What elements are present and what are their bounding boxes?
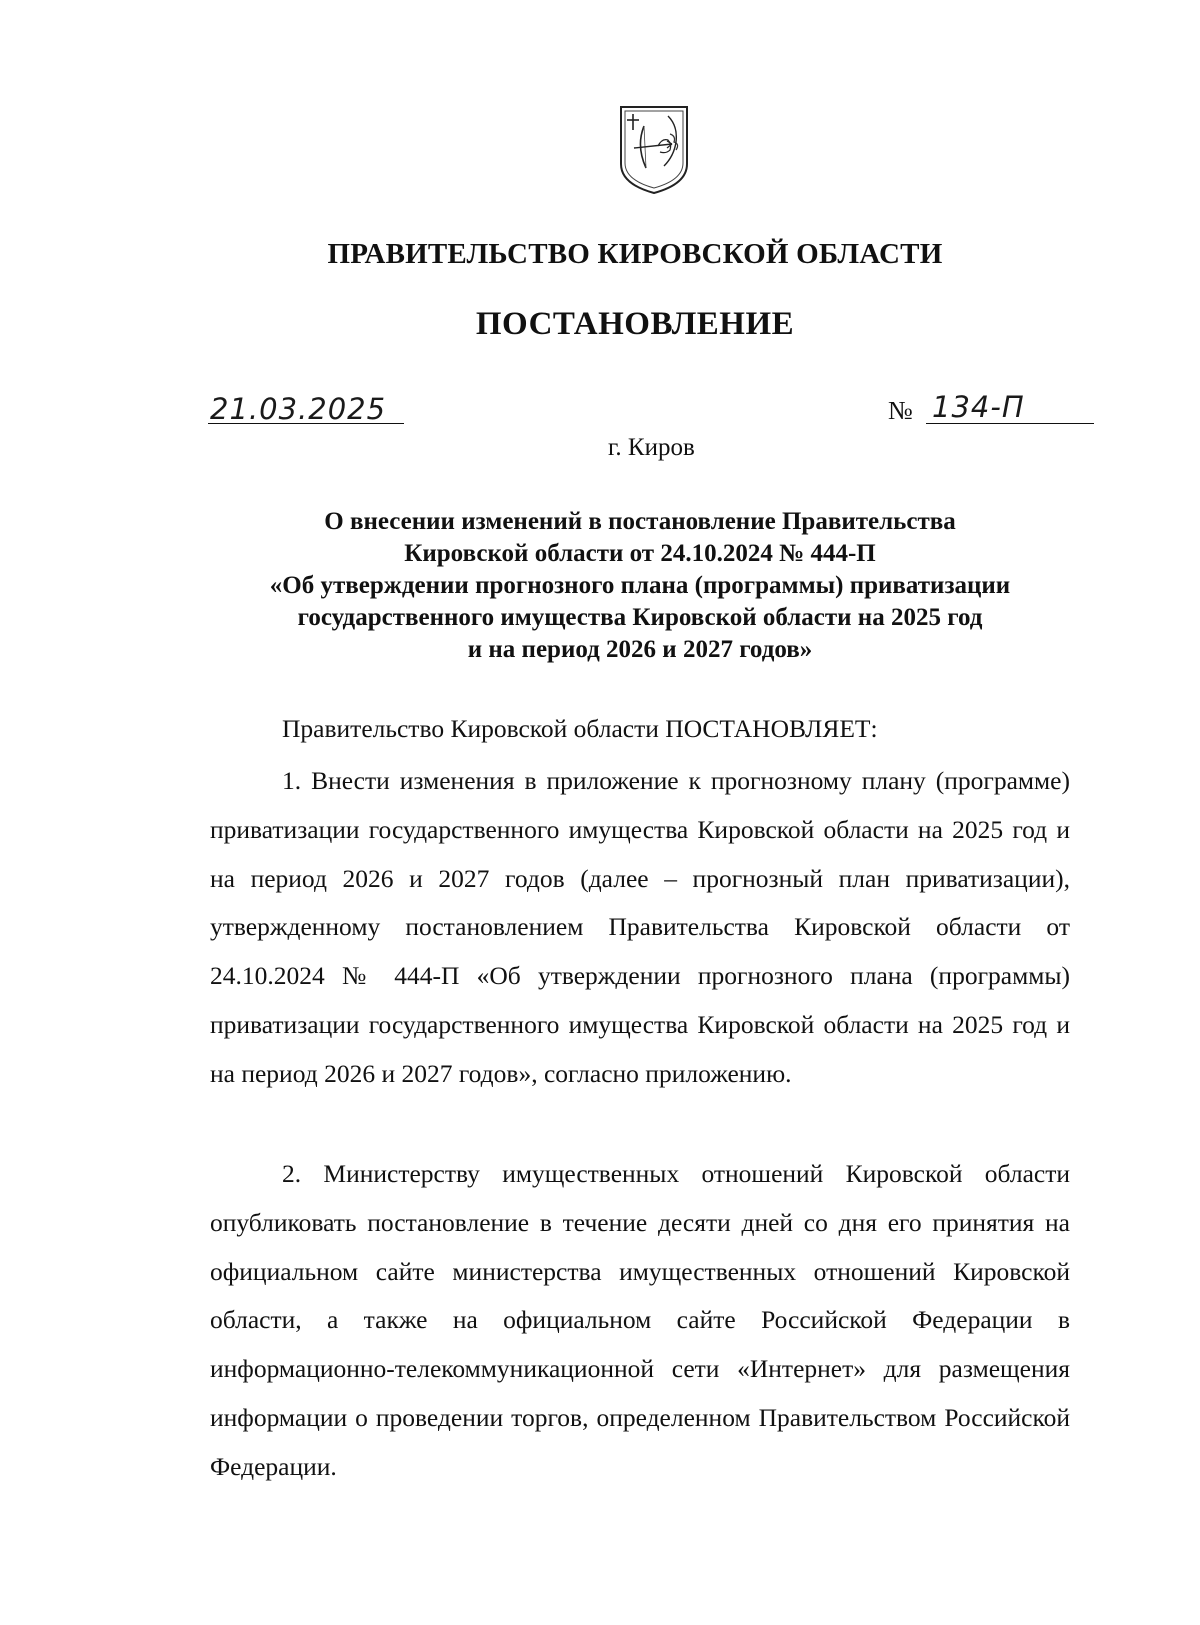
subject-line: Кировской области от 24.10.2024 № 444-П <box>404 540 876 567</box>
paragraph-2: 2. Министерству имущественных отношений Кировской области опубликовать постановление в течение десяти дней со дня его принятия на официальном сайте министерства имущественных отношений Кировской области, а также на официальном сайте Российской Федерации в информационно-телекоммуникационной сети «Интернет» для размещения информации о проведении торгов, определенном Правительством Российской Федерации. <box>210 1159 1070 1481</box>
paragraph-1: 1. Внести изменения в приложение к прогнозному плану (программе) приватизации государственного имущества Кировской области на 2025 год и на период 2026 и 2027 годов (далее – прогнозный план приватизации), утвержденному постановлением Правительства Кировской области от 24.10.2024 № 444-П «Об утверждении прогнозного плана (программы) приватизации государственного имущества Кировской области на 2025 год и на период 2026 и 2027 годов», согласно приложению. <box>210 766 1070 1088</box>
kirov-coat-of-arms-icon <box>618 104 690 196</box>
subject-line: государственного имущества Кировской области на 2025 год <box>297 604 983 631</box>
preamble: Правительство Кировской области ПОСТАНОВЛЯЕТ: <box>282 714 878 743</box>
city: г. Киров <box>608 434 695 461</box>
date-field <box>208 390 404 430</box>
subject-line: и на период 2026 и 2027 годов» <box>467 636 813 663</box>
document-type: ПОСТАНОВЛЕНИЕ <box>475 306 795 342</box>
date-underline <box>208 423 404 424</box>
subject-line: О внесении изменений в постановление Правительства <box>324 508 956 535</box>
number-underline <box>926 423 1094 424</box>
handwritten-date: 21.03.2025 <box>210 392 387 426</box>
document-subject <box>210 506 1070 666</box>
number-sign: № <box>888 396 913 425</box>
subject-line: «Об утверждении прогнозного плана (программы) приватизации <box>269 572 1011 599</box>
government-name: ПРАВИТЕЛЬСТВО КИРОВСКОЙ ОБЛАСТИ <box>327 238 943 270</box>
handwritten-number: 134-П <box>932 390 1025 424</box>
number-field <box>888 390 1094 430</box>
